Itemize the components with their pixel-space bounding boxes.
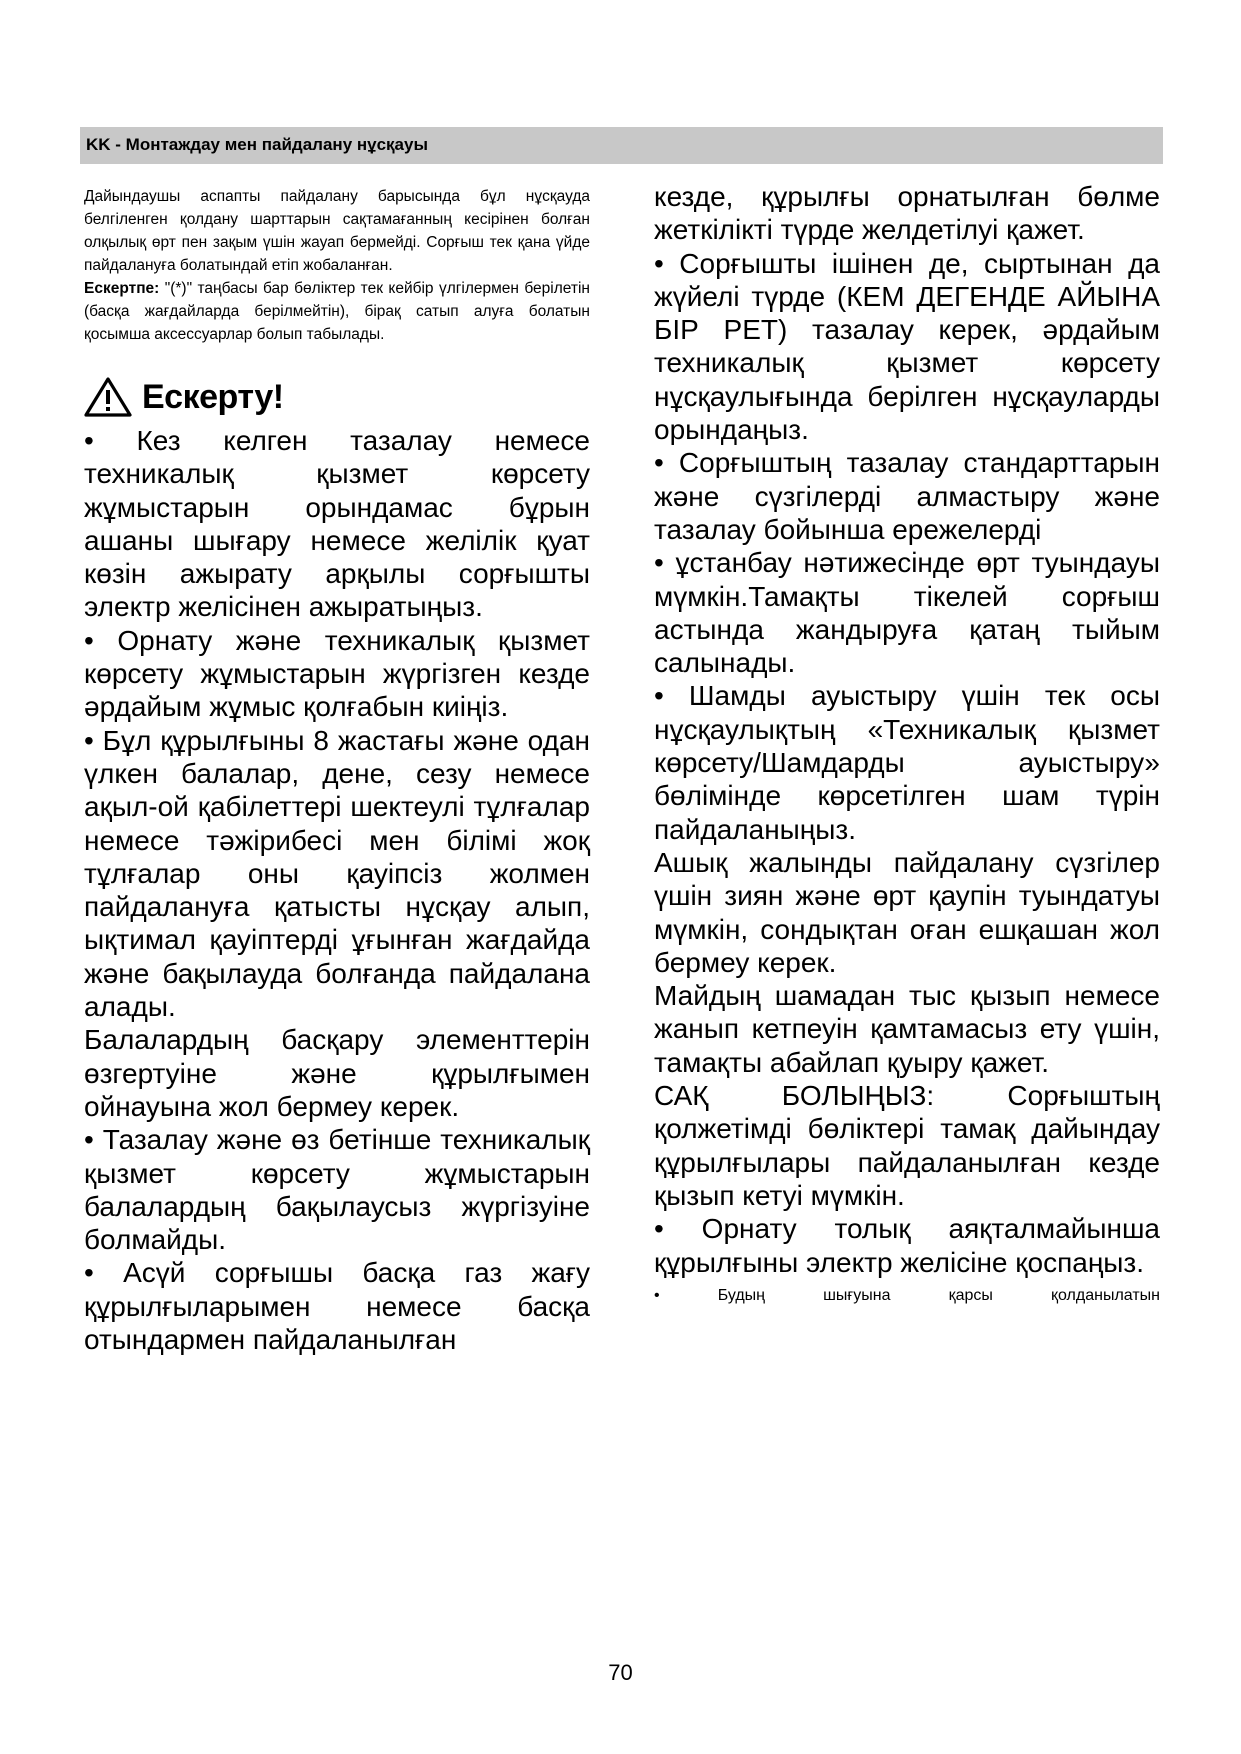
right-tail-line: • Будың шығуына қарсы қолданылатын bbox=[654, 1286, 1160, 1304]
intro-note bbox=[84, 277, 590, 346]
left-paragraph: Балалардың басқару элементтерін өзгертуіне және құрылғымен ойнауына жол бермеу керек. bbox=[84, 1024, 590, 1122]
page-header-title: KK - Монтаждау мен пайдалану нұсқауы bbox=[86, 135, 428, 154]
page-number: 70 bbox=[608, 1660, 633, 1685]
note-label: Ескертпе: bbox=[84, 280, 160, 297]
left-paragraph: • Тазалау және өз бетінше техникалық қызмет көрсету жұмыстарын балалардың бақылаусыз жүргізуіне болмайды. bbox=[84, 1124, 590, 1256]
right-paragraph: САҚ БОЛЫҢЫЗ: Сорғыштың қолжетімді бөліктері тамақ дайындау құрылғылары пайдаланылған кезде қызып кетуі мүмкін. bbox=[654, 1080, 1160, 1211]
right-paragraph: • Орнату толық аяқталмайынша құрылғыны электр желісіне қоспаңыз. bbox=[654, 1213, 1160, 1278]
left-paragraph: • Бұл құрылғыны 8 жастағы және одан үлкен балалар, дене, сезу немесе ақыл-ой қабілеттері шектеулі тұлғалар немесе тәжірибесі мен білімі жоқ тұлғалар оны қауіпсіз жолмен пайдалануға қатысты нұсқау алып, ықтимал қауіптерді ұғынған жағдайда және бақылауда болғанда пайдалана алады. bbox=[84, 724, 590, 1023]
right-paragraph: кезде, құрылғы орнатылған бөлме жеткілікті түрде желдетілуі қажет. bbox=[654, 181, 1160, 246]
left-paragraph: • Орнату және техникалық қызмет көрсету жұмыстарын жүргізген кезде әрдайым жұмыс қолғабын киіңіз. bbox=[84, 624, 590, 723]
warning-triangle-icon bbox=[84, 377, 132, 417]
right-paragraph: Майдың шамадан тыс қызып немесе жанып кетпеуін қамтамасыз ету үшін, тамақты абайлап қуыру қажет. bbox=[654, 980, 1160, 1078]
warning-heading bbox=[84, 372, 590, 422]
right-paragraph: • Шамды ауыстыру үшін тек осы нұсқаулықтың «Техникалық қызмет көрсету/Шамдарды ауыстыру» бөлімінде көрсетілген шам түрін пайдаланыңыз. bbox=[654, 680, 1160, 845]
left-column bbox=[84, 185, 590, 1356]
warning-title: Ескерту! bbox=[142, 377, 284, 416]
intro-paragraph: Дайындаушы аспапты пайдалану барысында бұл нұсқауда белгіленген қолдану шарттарын сақтамағанның кесірінен болған олқылық өрт пен зақым үшін жауап бермейді. Сорғыш тек қана үйде пайдалануға болатындай етіп жобаланған. bbox=[84, 188, 590, 274]
right-paragraph: • Сорғыштың тазалау стандарттарын және сүзгілерді алмастыру және тазалау бойынша ережелерді bbox=[654, 447, 1160, 545]
right-column bbox=[654, 180, 1160, 1307]
left-paragraph: • Кез келген тазалау немесе техникалық қызмет көрсету жұмыстарын орындамас бұрын ашаны шығару немесе желілік қуат көзін ажырату арқылы сорғышты электр желісінен ажыратыңыз. bbox=[84, 425, 590, 623]
right-paragraph: • ұстанбау нәтижесінде өрт туындауы мүмкін.Тамақты тікелей сорғыш астында жандыруға қатаң тыйым салынады. bbox=[654, 547, 1160, 679]
note-text: "(*)" таңбасы бар бөліктер тек кейбір үлгілермен берілетін (басқа жағдайларда берілмейтін), бірақ сатып алуға болатын қосымша аксессуарлар болып табылады. bbox=[84, 280, 590, 343]
right-paragraph: Ашық жалынды пайдалану сүзгілер үшін зиян және өрт қаупін туындатуы мүмкін, сондықтан оған ешқашан жол бермеу керек. bbox=[654, 846, 1160, 978]
header-bar bbox=[80, 127, 1163, 164]
right-paragraph: • Сорғышты ішінен де, сыртынан да жүйелі түрде (КЕМ ДЕГЕНДЕ АЙЫНА БІР РЕТ) тазалау керек, әрдайым техникалық қызмет көрсету нұсқаулығында берілген нұсқауларды орындаңыз. bbox=[654, 247, 1160, 446]
left-paragraph: • Асүй сорғышы басқа газ жағу құрылғыларымен немесе басқа отындармен пайдаланылған bbox=[84, 1257, 590, 1356]
